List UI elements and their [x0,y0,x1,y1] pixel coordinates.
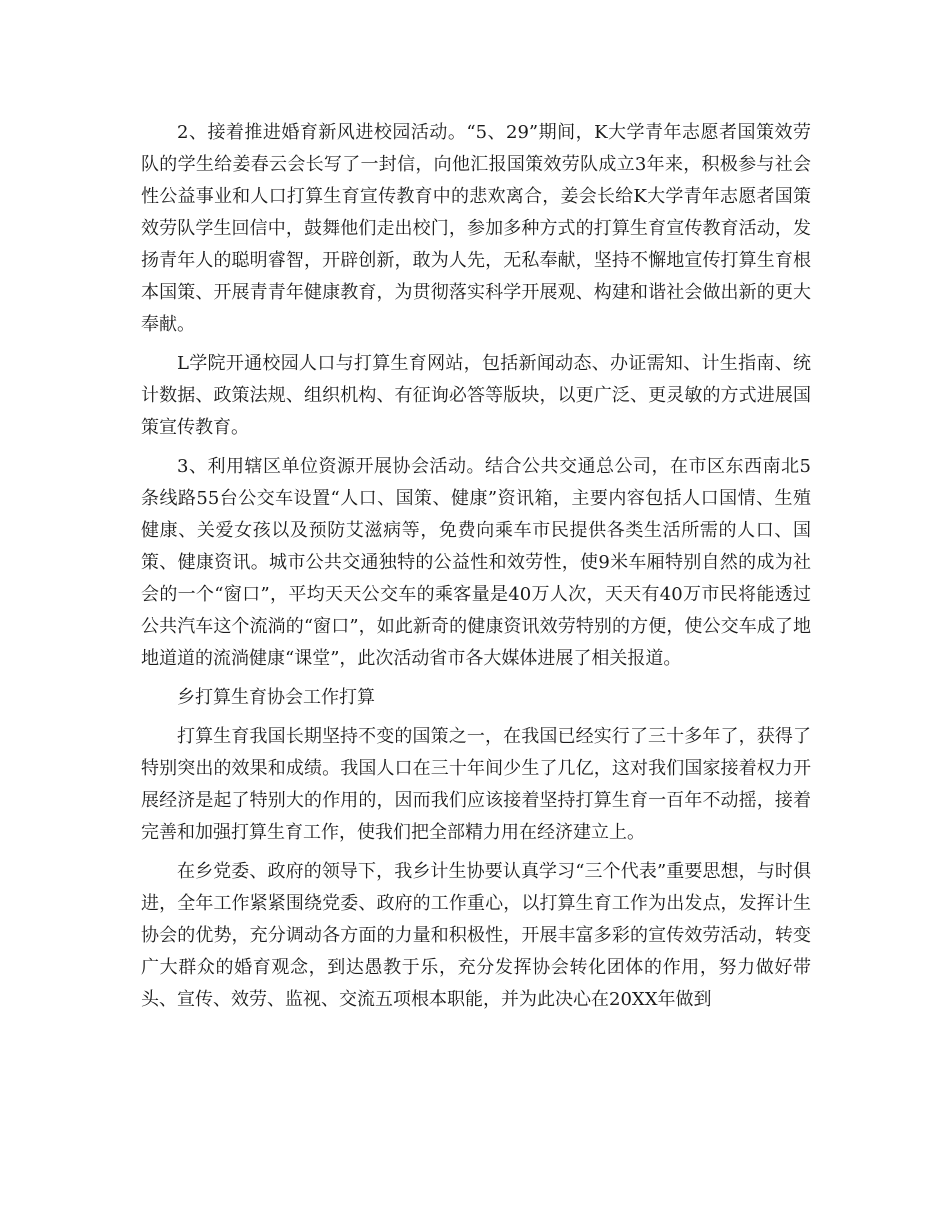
paragraph-item-3-bus-campaign: 3、利用辖区单位资源开展协会活动。结合公共交通总公司，在市区东西南北5条线路55台公交车设置“人口、国策、健康”资讯箱，主要内容包括人口国情、生殖健康、关爱女孩以及预防艾滋病等，免费向乘车市民提供各类生活所需的人口、国策、健康资讯。城市公共交通独特的公益性和效劳性，使9米车厢特别自然的成为社会的一个“窗口”，平均天天公交车的乘客量是40万人次，天天有40万市民将能透过公共汽车这个流淌的“窗口”，如此新奇的健康资讯效劳特别的方便，使公交车成了地地道道的流淌健康“课堂”，此次活动省市各大媒体进展了相关报道。 [141,456,811,669]
paragraph-l-college-website: L学院开通校园人口与打算生育网站，包括新闻动态、办证需知、计生指南、统计数据、政策法规、组织机构、有征询必答等版块，以更广泛、更灵敏的方式进展国策宣传教育。 [141,353,811,438]
document-body [141,117,811,1023]
section-heading: 乡打算生育协会工作打算 [177,687,375,708]
paragraph-family-planning-policy: 打算生育我国长期坚持不变的国策之一，在我国已经实行了三十多年了，获得了特别突出的效果和成绩。我国人口在三十年间少生了几亿，这对我们国家接着权力开展经济是起了特别大的作用的，因而我们应该接着坚持打算生育一百年不动摇，接着完善和加强打算生育工作，使我们把全部精力用在经济建立上。 [141,726,811,843]
paragraph-association-work-plan: 在乡党委、政府的领导下，我乡计生协要认真学习“三个代表”重要思想，与时俱进，全年工作紧紧围绕党委、政府的工作重心，以打算生育工作为出发点，发挥计生协会的优势，充分调动各方面的力量和积极性，开展丰富多彩的宣传效劳活动，转变广大群众的婚育观念，到达愚教于乐，充分发挥协会转化团体的作用，努力做好带头、宣传、效劳、监视、交流五项根本职能，并为此决心在20XX年做到 [141,861,811,1010]
paragraph-item-2-marriage-campaign: 2、接着推进婚育新风进校园活动。“5、29”期间，K大学青年志愿者国策效劳队的学生给姜春云会长写了一封信，向他汇报国策效劳队成立3年来，积极参与社会性公益事业和人口打算生育宣传教育中的悲欢离合，姜会长给K大学青年志愿者国策效劳队学生回信中，鼓舞他们走出校门，参加多种方式的打算生育宣传教育活动，发扬青年人的聪明睿智，开辟创新，敢为人先，无私奉献，坚持不懈地宣传打算生育根本国策、开展青青年健康教育，为贯彻落实科学开展观、构建和谐社会做出新的更大奉献。 [141,122,811,335]
